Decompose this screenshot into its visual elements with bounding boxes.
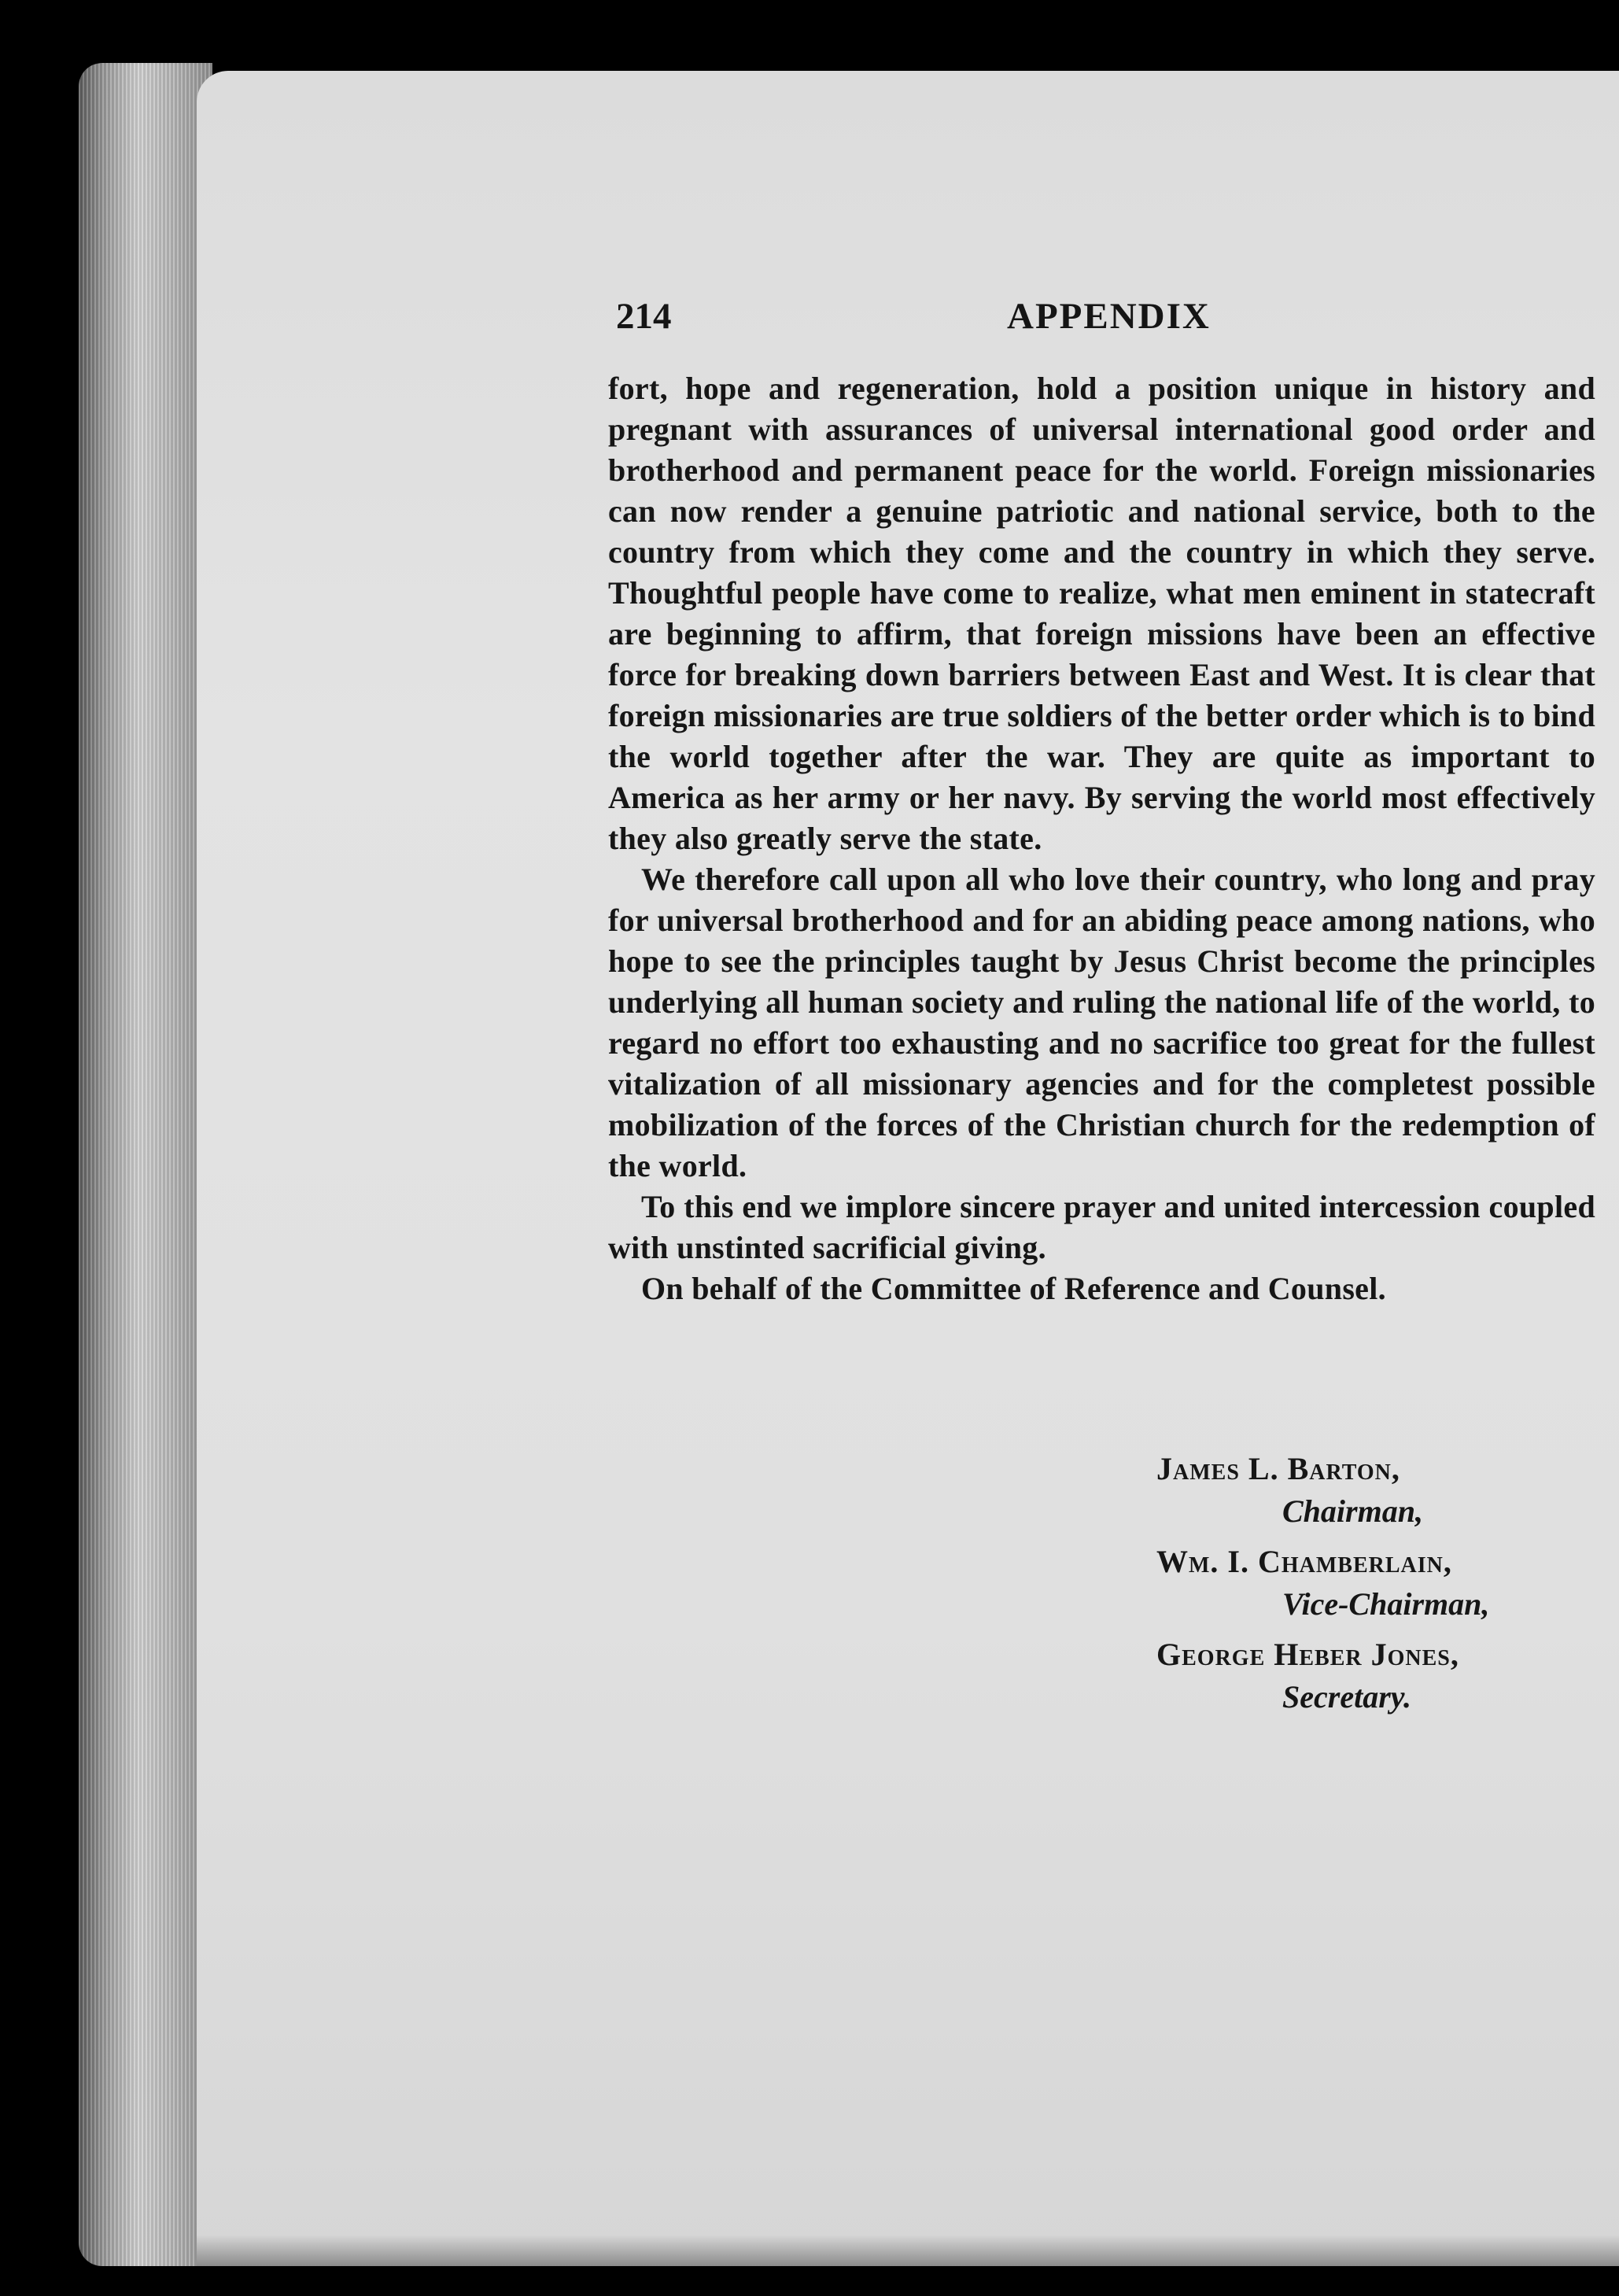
signature-block bbox=[1156, 1448, 1597, 1726]
paragraph-on-behalf: On behalf of the Committee of Reference and Counsel. bbox=[641, 1271, 1386, 1306]
body-text bbox=[608, 368, 1595, 1309]
signature-name: George Heber Jones, bbox=[1156, 1637, 1459, 1672]
page-bottom-shadow bbox=[197, 2235, 1619, 2266]
paragraph-continuation: fort, hope and regeneration, hold a position unique in history and pregnant with assurances of universal international good order and brotherhood and permanent peace for the world. Foreign missionaries can now render a genuine patriotic and national service, both to the country from which they come and the country in which they serve. Thoughtful people have come to realize, what men eminent in statecraft are beginning to affirm, that foreign missions have been an effective force for breaking down barriers between East and West. It is clear that foreign missionaries are true soldiers of the better order which is to bind the world together after the war. They are quite as important to America as her army or her navy. By serving the world most effectively they also greatly serve the state. bbox=[608, 371, 1595, 856]
signature-title: Secretary. bbox=[1282, 1679, 1412, 1715]
signature-secretary bbox=[1156, 1633, 1597, 1718]
book-page-edges bbox=[79, 63, 212, 2266]
signature-name: James L. Barton, bbox=[1156, 1451, 1400, 1486]
running-head: APPENDIX bbox=[1007, 296, 1211, 337]
signature-vice-chairman bbox=[1156, 1541, 1597, 1626]
paragraph-prayer: To this end we implore sincere prayer and united intercession coupled with unstinted sacrificial giving. bbox=[608, 1189, 1595, 1265]
signature-title: Vice-Chairman, bbox=[1282, 1586, 1490, 1622]
page-header bbox=[616, 295, 1214, 358]
signature-title: Chairman, bbox=[1282, 1493, 1423, 1529]
signature-name: Wm. I. Chamberlain, bbox=[1156, 1544, 1452, 1579]
signature-chairman bbox=[1156, 1448, 1597, 1533]
page-number: 214 bbox=[616, 296, 672, 337]
paragraph-appeal: We therefore call upon all who love their country, who long and pray for universal brotherhood and for an abiding peace among nations, who hope to see the principles taught by Jesus Christ become the principles underlying all human society and ruling the national life of the world, to regard no effort too exhausting and no sacrifice too great for the fullest vitalization of all missionary agencies and for the completest possible mobilization of the forces of the Christian church for the redemption of the world. bbox=[608, 862, 1595, 1183]
